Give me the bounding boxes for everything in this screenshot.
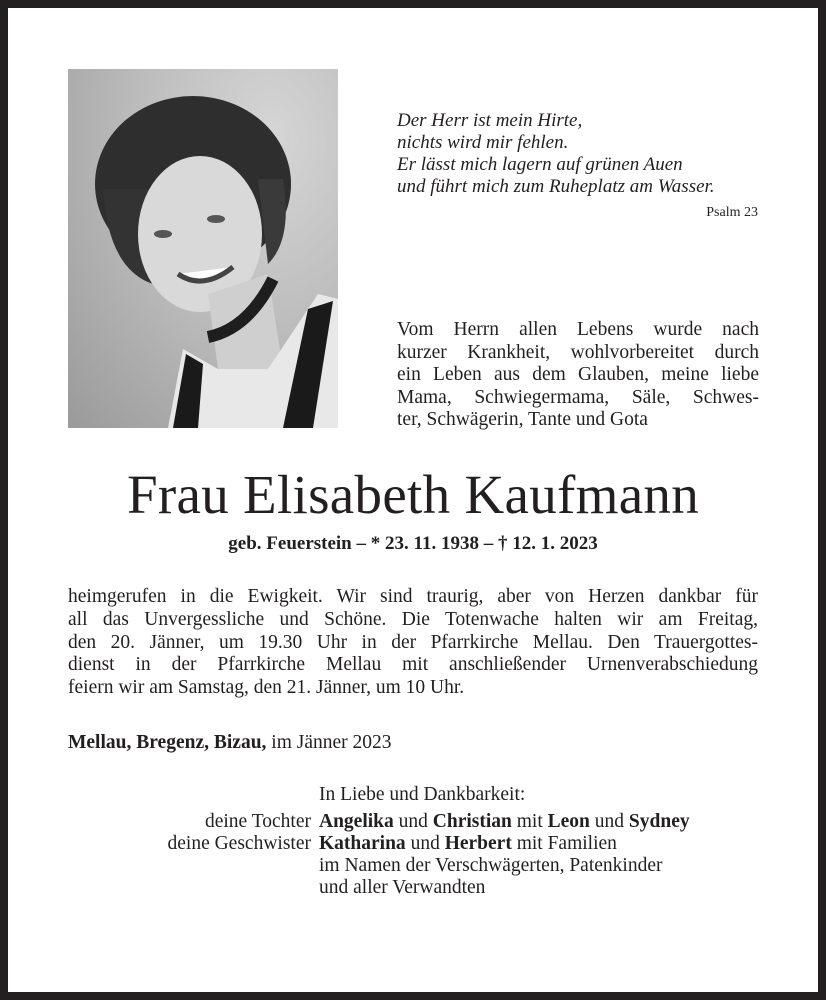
family-names — [319, 811, 690, 833]
family-names — [319, 833, 617, 855]
family-label — [68, 877, 319, 899]
family-name: Sydney — [628, 811, 690, 832]
body-line: heimgerufen in die Ewigkeit. Wir sind traurig, aber von Herzen dankbar für — [68, 586, 758, 607]
psalm-reference: Psalm 23 — [706, 205, 758, 220]
portrait-image — [68, 69, 338, 428]
family-label — [68, 855, 319, 877]
psalm-line: Der Herr ist mein Hirte, — [397, 110, 583, 131]
deceased-name: Frau Elisabeth Kaufmann — [126, 464, 700, 525]
psalm-line: Er lässt mich lagern auf grünen Auen — [397, 154, 683, 175]
family-text: im Namen der Verschwägerten, Patenkinder — [319, 855, 663, 876]
family-list — [68, 811, 768, 899]
family-connector: mit — [511, 811, 548, 832]
family-row — [68, 877, 768, 899]
family-name: Herbert — [444, 833, 512, 854]
family-name: Angelika — [319, 811, 394, 832]
deceased-details: geb. Feuerstein – * 23. 11. 1938 – † 12. 1. 2023 — [228, 533, 598, 554]
family-connector: mit Familien — [511, 833, 617, 854]
body-paragraph — [68, 586, 758, 700]
family-name: Leon — [547, 811, 590, 832]
family-label: deine Geschwister — [167, 833, 311, 854]
intro-line: ein Leben aus dem Glauben, meine liebe — [397, 364, 759, 385]
family-name: Katharina — [319, 833, 406, 854]
family-row — [68, 855, 768, 877]
family-connector: und — [393, 811, 433, 832]
portrait-photo — [68, 69, 338, 428]
psalm-line: nichts wird mir fehlen. — [397, 132, 569, 153]
family-label: deine Tochter — [204, 811, 311, 832]
intro-line: Mama, Schwiegermama, Säle, Schwes- — [397, 386, 759, 408]
intro-line: Vom Herrn allen Lebens wurde nach — [397, 319, 759, 340]
body-line: dienst in der Pfarrkirche Mellau mit anschließender Urnenverabschiedung — [68, 654, 758, 676]
family-connector: und — [405, 833, 445, 854]
family-row — [68, 833, 768, 855]
thanks-heading: In Liebe und Dankbarkeit: — [319, 784, 526, 805]
family-names — [319, 855, 662, 877]
family-names — [319, 877, 485, 899]
place-date-text: im Jänner 2023 — [266, 732, 392, 753]
body-line: feiern wir am Samstag, den 21. Jänner, um 10 Uhr. — [68, 677, 465, 699]
family-row — [68, 811, 768, 833]
intro-line: kurzer Krankheit, wohlvorbereitet durch — [397, 341, 759, 363]
family-name: Christian — [432, 811, 512, 832]
intro-line: ter, Schwägerin, Tante und Gota — [397, 409, 648, 430]
psalm-line: und führt mich zum Ruheplatz am Wasser. — [397, 176, 715, 197]
place-date — [68, 731, 392, 755]
family-text: und aller Verwandten — [319, 877, 486, 898]
body-line: all das Unvergessliche und Schöne. Die Totenwache halten wir am Freitag, — [68, 608, 758, 630]
body-line: den 20. Jänner, um 19.30 Uhr in der Pfarrkirche Mellau. Den Trauergottes- — [68, 631, 758, 653]
family-connector: und — [589, 811, 629, 832]
intro-paragraph — [397, 319, 759, 432]
place-locations: Mellau, Bregenz, Bizau, — [68, 732, 267, 753]
psalm-quote — [397, 110, 759, 198]
